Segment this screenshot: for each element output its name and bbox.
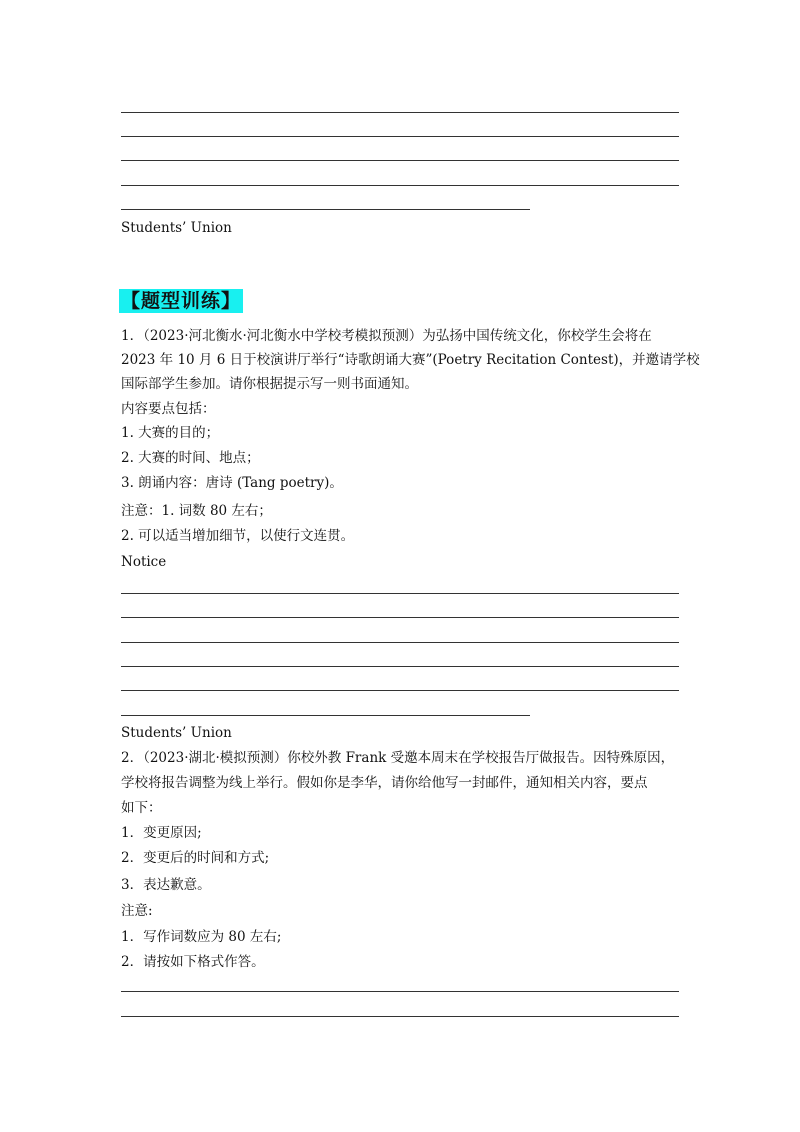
answer-line: [121, 666, 679, 667]
q1-point: 2. 大赛的时间、地点；: [121, 450, 260, 466]
answer-line: [121, 593, 679, 594]
q2-point: 2．变更后的时间和方式;: [121, 850, 270, 866]
q2-prompt-line: 学校将报告调整为线上举行。假如你是李华，请你给他写一封邮件，通知相关内容，要点: [121, 775, 648, 791]
q1-title: Notice: [121, 554, 167, 570]
q1-note: 2. 可以适当增加细节，以使行文连贯。: [121, 528, 355, 544]
q2-note: 1．写作词数应为 80 左右;: [121, 929, 282, 945]
answer-line: [121, 690, 679, 691]
q1-points-title: 内容要点包括：: [121, 401, 216, 417]
q1-prompt-line: 国际部学生参加。请你根据提示写一则书面通知。: [121, 376, 418, 392]
section-heading: 【题型训练】: [121, 290, 242, 312]
answer-line: [121, 715, 530, 716]
q2-prompt-line: 如下：: [121, 800, 162, 816]
q1-prompt-line: 1．（2023·河北衡水·河北衡水中学校考模拟预测）为弘扬中国传统文化，你校学生会将在: [121, 328, 652, 344]
q2-notes-title: 注意:: [121, 903, 153, 919]
q2-point: 1．变更原因;: [121, 825, 202, 841]
q1-note: 注意：1. 词数 80 左右；: [121, 503, 272, 519]
q1-point: 1. 大赛的目的；: [121, 425, 220, 441]
answer-line: [121, 991, 679, 992]
answer-line: [121, 136, 679, 137]
q1-signature: Students’ Union: [121, 725, 232, 741]
q2-prompt-line: 2．（2023·湖北·模拟预测）你校外教 Frank 受邀本周末在学校报告厅做报告。因特殊原因，: [121, 750, 675, 766]
answer-line: [121, 160, 679, 161]
answer-line: [121, 112, 679, 113]
q2-note: 2．请按如下格式作答。: [121, 954, 265, 970]
answer-line: [121, 642, 679, 643]
q1-prompt-line: 2023 年 10 月 6 日于校演讲厅举行“诗歌朗诵大赛”(Poetry Recitation Contest)，并邀请学校: [121, 352, 700, 368]
q2-point: 3．表达歉意。: [121, 877, 211, 893]
answer-line: [121, 617, 679, 618]
q1-point: 3. 朗诵内容：唐诗 (Tang poetry)。: [121, 475, 343, 491]
answer-line: [121, 209, 530, 210]
signature-text: Students’ Union: [121, 220, 232, 236]
answer-line: [121, 1016, 679, 1017]
answer-line: [121, 185, 679, 186]
